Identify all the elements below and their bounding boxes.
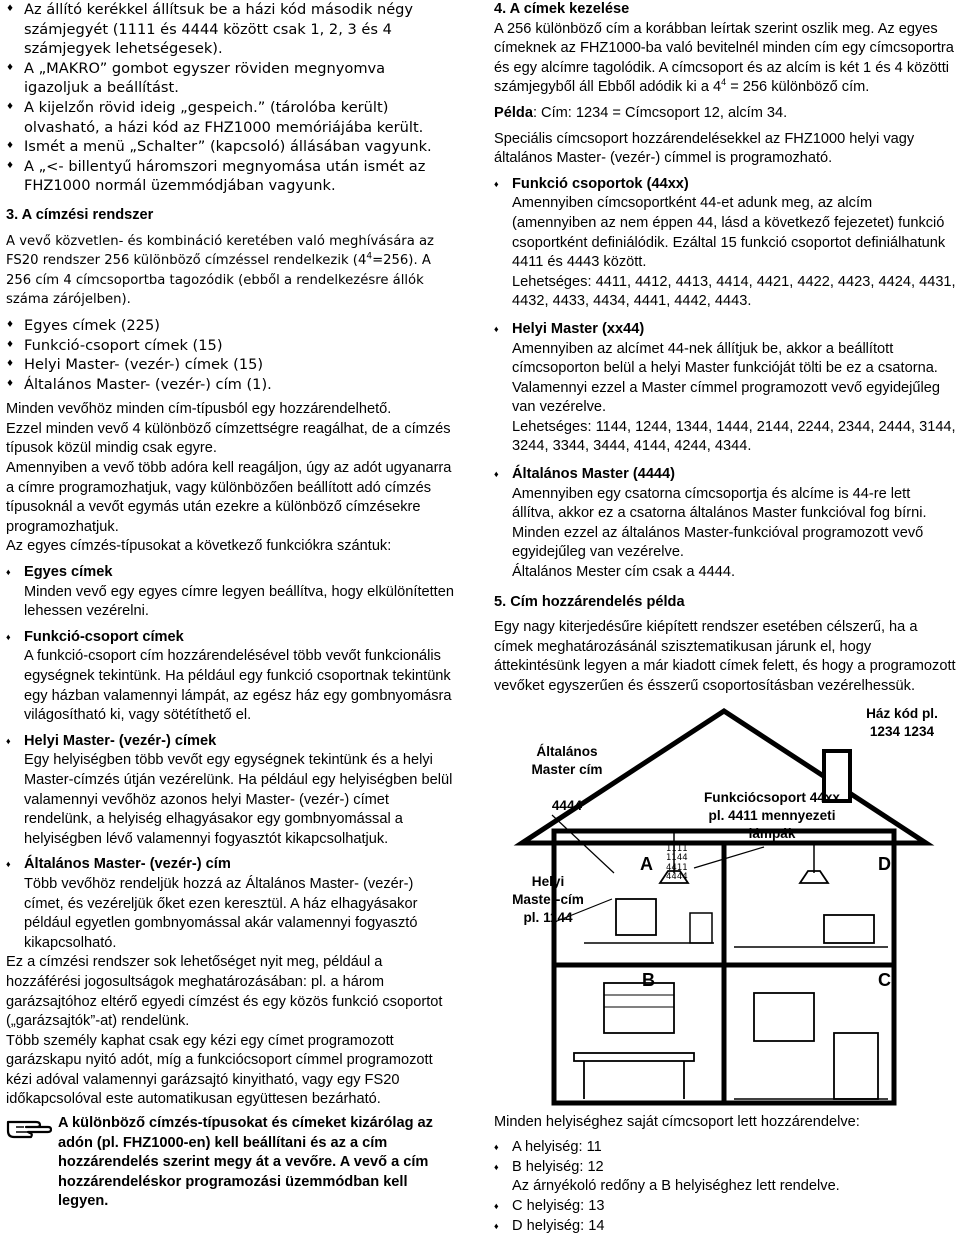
- address-type-item: ♦ Egyes címek (225): [6, 316, 454, 336]
- room-item: ♦ D helyiség: 14: [494, 1217, 956, 1236]
- note-text: A különböző címzés-típusokat és címeket kizárólag az adón (pl. FHZ1000-en) kell beállítani és az a cím hozzárendelés szerint megy át a vevőre. A vevő a cím hozzárendeléskor programozási üzemmódban kell legyen.: [58, 1115, 433, 1210]
- intro-bullet: ♦ A kijelzőn rövid ideig „gespeich.” (tárolóba került) olvasható, a házi kód az FHZ1000 memóriájába került.: [6, 98, 454, 137]
- right-column: [494, 0, 956, 1236]
- group-item: ♦ Helyi Master (xx44) Amennyiben az alcímet 44-nek állítjuk be, akkor a beállított címcsoporton belül a helyi Master funkcióját tölti be ez a csatorna. Valamennyi ezzel a Master címmel programozott vevő egyidejűleg van vezérelve. Lehetséges: 1144, 1244, 1344, 1444, 2144, 2244, 2344, 2444, 3144, 3244, 3344, 3444, 4144, 4244, 4344.: [494, 320, 956, 457]
- paragraph: Amennyiben a vevő több adóra kell reagáljon, úgy az adót ugyanarra a címre programozhatjuk, vagy különbözően beállított adó címzés típusoknál a vevőt egymás után ezekre a különböző címzésekre programozhatjuk.: [6, 460, 452, 535]
- section-4-heading: 4. A címek kezelése: [494, 1, 630, 17]
- address-type-item: ♦ Funkció-csoport címek (15): [6, 336, 454, 356]
- address-type-list: [6, 316, 454, 394]
- example-line: Példa: Cím: 1234 = Címcsoport 12, alcím 34.: [494, 104, 788, 121]
- room-item: ♦ A helyiség: 11: [494, 1138, 956, 1158]
- paragraph: Ezzel minden vevő 4 különböző címzettségre reagálhat, de a címzés típusok közül mindig csak egyre.: [6, 420, 451, 457]
- intro-bullet: ♦ Az állító kerékkel állítsuk be a házi kód második négy számjegyét (1111 és 4444 között csak 1, 2, 3 és 4 számjegyek lehetségesek).: [6, 0, 454, 59]
- room-item: ♦ B helyiség: 12 Az árnyékoló redőny a B helyiséghez lett rendelve.: [494, 1158, 956, 1197]
- paragraph: Több személy kaphat csak egy kézi egy címet programozott garázskapu nyitó adót, míg a funkciócsoport címmel programozott kézi adóval valamennyi garázsajtó kinyitható, vagy egy FS20 időkapcsolóval este automatikusan együttesen bezárható.: [6, 1032, 433, 1108]
- general-master-label: Általános Master cím: [531, 743, 603, 777]
- intro-bullet: ♦ A „<- billentyű háromszori megnyomása után ismét az FHZ1000 normál üzemmódjában vagyunk.: [6, 157, 454, 196]
- general-master-value: 4444: [551, 797, 583, 813]
- address-type-item: ♦ Általános Master- (vezér-) cím (1).: [6, 375, 454, 395]
- section-3-heading: 3. A címzési rendszer: [6, 206, 154, 223]
- room-a-label: A: [640, 853, 653, 874]
- house-figure: [494, 703, 956, 1107]
- address-codes-stack: 1111 1144 4411 4444: [666, 843, 688, 883]
- section-5-heading: 5. Cím hozzárendelés példa: [494, 593, 685, 610]
- paragraph: Minden vevőhöz minden cím-típusból egy hozzárendelhető.: [6, 401, 392, 418]
- section-3-intro: A vevő közvetlen- és kombináció keretében való meghívására az FS20 rendszer 256 különböző címzéssel rendelkezik $(4^4=256)$. A 256 cím 4 címcsoportba tagozódik (ebből a rendelkezésre állók száma zárójelben).: [6, 233, 434, 308]
- rooms-intro: Minden helyiséghez saját címcsoport lett hozzárendelve:: [494, 1113, 860, 1130]
- function-item: ♦ Funkció-csoport címek A funkció-csoport cím hozzárendelésével több vevőt funkcionális egységnek tekintünk. Ha például egy funkció csoportnak tekintünk egy házban valamennyi lámpát, az egész ház egy gombnyomásra világosítható ki, vagy sötétíthető el.: [6, 628, 454, 726]
- pointing-hand-icon: [6, 1114, 58, 1212]
- group-item: ♦ Funkció csoportok (44xx) Amennyiben címcsoportként 44-et adunk meg, az alcím (amennyiben az nem éppen 44, lásd a következő fejezetet) funkció csoportként definiálódik. Ezáltal 15 funkció csoportot definiálhatunk 4411 és 4443 között. Lehetséges: 4411, 4412, 4413, 4414, 4421, 4422, 4423, 4424, 4431, 4432, 4433, 4434, 4441, 4442, 4443.: [494, 175, 956, 312]
- room-b-label: B: [642, 969, 655, 990]
- function-list: [6, 563, 454, 953]
- function-item: ♦ Egyes címek Minden vevő egy egyes címre legyen beállítva, hogy elkülönítetten lehessen vezérelni.: [6, 563, 454, 622]
- room-d-label: D: [878, 853, 891, 874]
- room-c-label: C: [878, 969, 891, 990]
- room-item: ♦ C helyiség: 13: [494, 1197, 956, 1217]
- section-4-special: Speciális címcsoport hozzárendelésekkel az FHZ1000 helyi vagy általános Master- (vezér-) címmel is programozható.: [494, 130, 915, 167]
- paragraph: Ez a címzési rendszer sok lehetőséget nyit meg, például a hozzáférési jogosultságok meghatározásában: pl. a három garázsajtóhoz eltérő egyedi címzést és egy közös funkció csoportot („garázsajtók”-at) rendelünk.: [6, 954, 443, 1030]
- address-type-item: ♦ Helyi Master- (vezér-) címek (15): [6, 355, 454, 375]
- section-4-intro: A 256 különböző cím a korábban leírtak szerint oszlik meg. Az egyes címeknek az FHZ1000-ba való bevitelnél minden cím egy címcsoportra és egy alcímre tagolódik. A címcsoport és az alcím is két 1 és 4 közötti számjegyből áll Ebből adódik ki a $4^4 = 256$ különböző cím.: [494, 20, 954, 96]
- group-list: [494, 175, 956, 583]
- function-item: ♦ Általános Master- (vezér-) cím Több vevőhöz rendeljük hozzá az Általános Master- (vezér-) címet, és vezéreljük őket ezen keresztül. A ház elhagyásakor például egyetlen gombnyomással akár valamennyi fogyasztó kikapcsolható.: [6, 855, 454, 953]
- note-box: [6, 1114, 454, 1212]
- function-item: ♦ Helyi Master- (vezér-) címek Egy helyiségben több vevőt egy egységnek tekintünk és a helyi Master-címzés útján vezérelünk. Ha például egy helyiségben belül valamennyi vevőhöz azonos helyi Master- (vezér-) címet rendelünk, a helyiség elhagyásakor egy gombnyomással a helyiségben lévő valamennyi fogyasztót kikapcsolhatjuk.: [6, 732, 454, 850]
- paragraph: Az egyes címzés-típusokat a következő funkciókra szántuk:: [6, 538, 392, 555]
- left-column: [6, 0, 454, 1212]
- function-group-label: Funkciócsoport 44xx pl. 4411 mennyezeti lámpák: [704, 789, 840, 841]
- room-list: [494, 1138, 956, 1236]
- section-5-intro: Egy nagy kiterjedésűre kiépített rendszer esetében célszerű, ha a címek meghatározásánál szisztematikusan járunk el, hogy áttekintésünk legyen a már kiadott címek felett, és hogy a programozott vevőket egyszerűen és ésszerű csoportosításban vezérelhessük.: [494, 619, 956, 694]
- group-item: ♦ Általános Master (4444) Amennyiben egy csatorna címcsoportja és alcíme is 44-re lett állítva, akkor ez a csatorna általános Master funkcióval fog bírni. Minden ezzel az általános Master-funkcióval programozott vevő egyidejűleg van vezérelve. Általános Mester cím csak a 4444.: [494, 465, 956, 583]
- house-code-label: Ház kód pl. 1234 1234: [866, 705, 938, 739]
- local-master-label: Helyi Master-cím pl. 1144: [512, 873, 584, 925]
- intro-bullet: ♦ Ismét a menü „Schalter” (kapcsoló) állásában vagyunk.: [6, 137, 454, 157]
- intro-bullet-list: [6, 0, 454, 196]
- intro-bullet: ♦ A „MAKRO” gombot egyszer röviden megnyomva igazoljuk a beállítást.: [6, 59, 454, 98]
